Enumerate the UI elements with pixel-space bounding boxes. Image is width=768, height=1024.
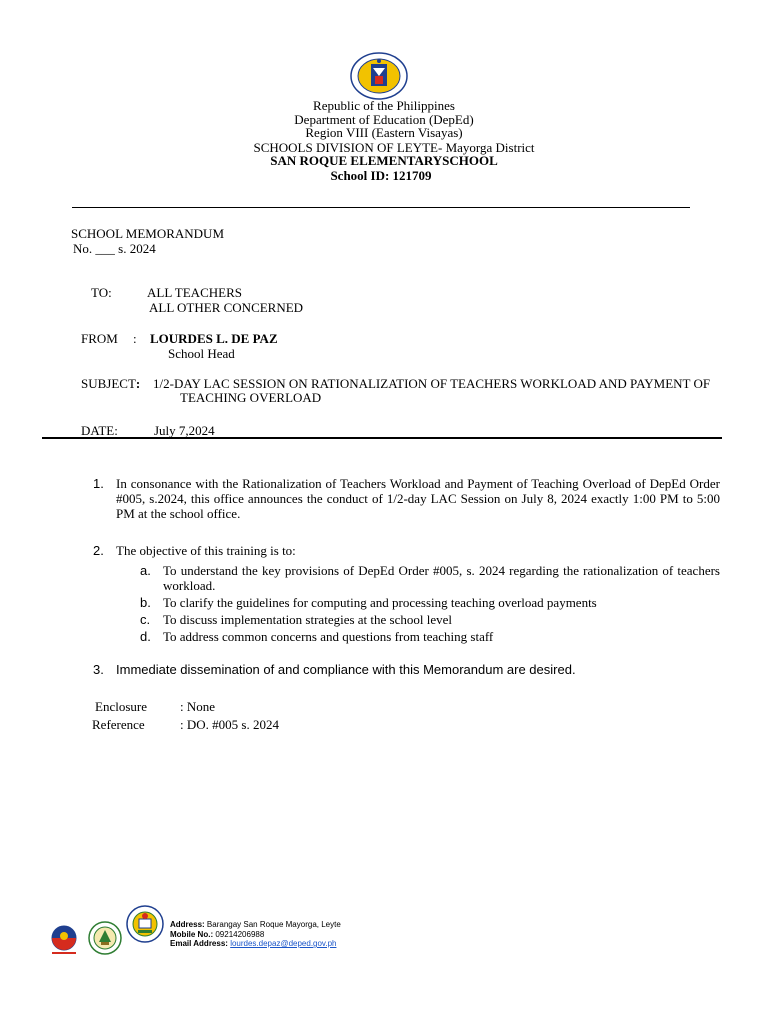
school-seal-logo — [124, 905, 166, 943]
footer-mobile — [170, 930, 341, 940]
header-department: Department of Education (DepEd) — [294, 112, 474, 127]
header-division: SCHOOLS DIVISION OF LEYTE- Mayorga District — [253, 140, 535, 155]
objective-d-text: To address common concerns and questions from teaching staff — [163, 629, 494, 644]
item1-text: In consonance with the Rationalization of Teachers Workload and Payment of Teaching Overload of DepEd Order #005, s.2024, this office announces the conduct of 1/2-day LAC Session on July 8, 2024 exactly 1:00 PM to 5:00 PM at the school office. — [116, 476, 720, 521]
objective-b-text: To clarify the guidelines for computing and processing teaching overload payments — [163, 595, 597, 610]
objective-c-text: To discuss implementation strategies at the school level — [163, 612, 452, 627]
date-value: July 7,2024 — [154, 423, 215, 438]
email-label: Email Address: — [170, 939, 228, 948]
reference-value: : DO. #005 s. 2024 — [180, 717, 279, 732]
objective-a-letter: a. — [140, 563, 151, 578]
objective-b-letter: b. — [140, 595, 151, 610]
header-republic: Republic of the Philippines — [313, 98, 455, 113]
subject-line2: TEACHING OVERLOAD — [180, 390, 322, 405]
from-colon: : — [133, 331, 137, 346]
memo-title: SCHOOL MEMORANDUM — [71, 226, 225, 241]
objective-a-text: To understand the key provisions of DepEd Order #005, s. 2024 regarding the rationalization of teachers workload. — [163, 563, 720, 593]
reference-label: Reference — [92, 717, 145, 732]
school-name: SAN ROQUE ELEMENTARYSCHOOL — [270, 153, 498, 168]
item1-number: 1. — [93, 476, 104, 491]
deped-seal-logo — [349, 52, 409, 100]
from-position: School Head — [168, 346, 235, 361]
to-line2: ALL OTHER CONCERNED — [149, 300, 304, 315]
email-link[interactable]: lourdes.depaz@deped.gov.ph — [230, 939, 337, 948]
division-seal-logo — [86, 920, 124, 956]
footer-address — [170, 920, 341, 930]
date-label: DATE: — [81, 423, 118, 438]
from-name: LOURDES L. DE PAZ — [150, 331, 278, 346]
item2-number: 2. — [93, 543, 104, 558]
school-id: School ID: 121709 — [330, 168, 432, 183]
bagong-pilipinas-logo — [46, 924, 82, 956]
item2-text: The objective of this training is to: — [116, 543, 296, 558]
item3-text: Immediate dissemination of and compliance with this Memorandum are desired. — [116, 662, 576, 677]
memo-divider — [42, 437, 722, 439]
to-line1: ALL TEACHERS — [147, 285, 242, 300]
header-divider — [72, 207, 690, 208]
subject-label-group — [81, 376, 140, 392]
item3-number: 3. — [93, 662, 104, 677]
enclosure-value: : None — [180, 699, 216, 714]
subject-colon: : — [135, 376, 141, 391]
mobile-label: Mobile No.: — [170, 929, 214, 939]
memo-number: No. ___ s. 2024 — [73, 241, 156, 256]
mobile-value: 09214206988 — [215, 929, 265, 939]
enclosure-label: Enclosure — [95, 699, 147, 714]
address-value: Barangay San Roque Mayorga, Leyte — [206, 920, 341, 929]
footer-contact — [170, 920, 341, 949]
address-label: Address: — [170, 920, 205, 929]
to-label: TO: — [91, 285, 112, 300]
subject-line1: 1/2-DAY LAC SESSION ON RATIONALIZATION OF TEACHERS WORKLOAD AND PAYMENT OF — [153, 376, 711, 391]
objective-d-letter: d. — [140, 629, 151, 644]
from-label: FROM — [81, 331, 118, 346]
subject-label: SUBJECT — [81, 376, 136, 391]
footer-email — [170, 939, 341, 949]
objective-c-letter: c. — [140, 612, 151, 627]
header-region: Region VIII (Eastern Visayas) — [305, 125, 463, 140]
